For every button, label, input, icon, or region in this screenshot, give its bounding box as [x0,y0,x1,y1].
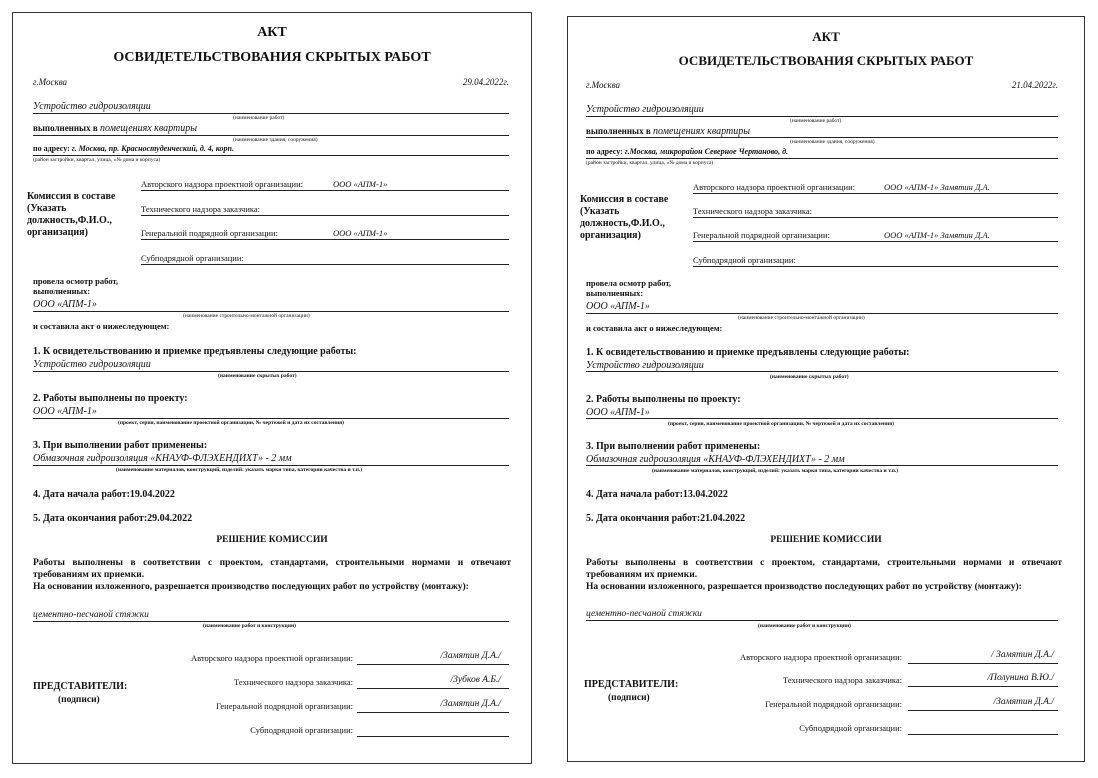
tech-supervision-label: Технического надзора заказчика: [141,204,261,214]
section-1-label: 1. К освидетельствованию и приемке предъявлены следующие работы: [586,347,910,358]
compiled-label: и составила акт о нижеследующем: [33,321,170,331]
decision-text-2: На основании изложенного, разрешается производство последующих работ по устройству (монтажу): [33,582,469,592]
section-5-end-date: 5. Дата окончания работ:29.04.2022 [33,513,193,524]
representatives-label: ПРЕДСТАВИТЕЛИ: [33,681,128,692]
section-4-start-date: 4. Дата начала работ:19.04.2022 [33,489,175,500]
general-contractor-label: Генеральной подрядной организации: [693,230,830,240]
tech-supervision-label: Технического надзора заказчика: [693,206,813,216]
section-3-value: Обмазочная гидроизоляция «КНАУФ-ФЛЭХЕНДИХТ» - 2 мм [586,454,845,465]
doc-subtitle: ОСВИДЕТЕЛЬСТВОВАНИЯ СКРЫТЫХ РАБОТ [678,53,974,68]
address: по адресу: г.Москва, микрорайон Северное Чертаново, д. [586,147,789,156]
sig-general-label: Генеральной подрядной организации: [765,699,902,709]
sig-general-label: Генеральной подрядной организации: [216,701,353,711]
act-document-right [567,16,1085,762]
contractor-caption: (наименование строительно-монтажной организации) [738,315,865,321]
general-contractor-value: ООО «АПМ-1» Замятин Д.А. [884,230,990,240]
section-2-label: 2. Работы выполнены по проекту: [586,394,741,405]
inspected-value: ООО «АПМ-1» [586,301,650,312]
inspected-label: провела осмотр работ, выполненных: [586,278,672,298]
author-supervision-value: ООО «АПМ-1» Замятин Д.А. [884,182,990,192]
section-5-end-date: 5. Дата окончания работ:21.04.2022 [586,513,746,524]
subcontractor-label: Субподрядной организации: [141,253,244,263]
next-work-caption: (наименование работ и конструкции) [758,623,852,629]
decision-title: РЕШЕНИЕ КОМИССИИ [216,535,328,545]
section-3-caption: (наименование материалов, конструкций, изделий: указать марки типа, категории качества и т.п.) [652,468,899,474]
work-name: Устройство гидроизоляции [33,101,151,112]
decision-text-1: Работы выполнены в соответствии с проектом, стандартами, строительными нормами и отвечают требованиям их приемки. [586,558,1062,580]
next-work-value: цементно-песчаной стяжки [33,610,149,620]
commission-label: Комиссия в составе (Указать должность,Ф.И.О., организация) [580,194,669,241]
section-3-label: 3. При выполнении работ применены: [33,440,208,451]
author-supervision-label: Авторского надзора проектной организации: [141,179,303,189]
inspected-value: ООО «АПМ-1» [33,299,97,310]
decision-text-2: На основании изложенного, разрешается производство последующих работ по устройству (монтажу): [586,582,1022,592]
city: г.Москва [586,80,621,90]
section-2-value: ООО «АПМ-1» [586,407,650,418]
general-contractor-value: ООО «АПМ-1» [333,228,388,238]
next-work-value: цементно-песчаной стяжки [586,609,702,619]
section-1-caption: (наименование скрытых работ) [770,374,849,380]
subcontractor-label: Субподрядной организации: [693,255,796,265]
work-caption: (наименование работ) [790,118,842,124]
sig-tech-label: Технического надзора заказчика: [233,677,353,687]
section-2-caption: (проект, серия, наименование проектной организации, № чертежей и дата их составления) [118,420,344,426]
section-1-value: Устройство гидроизоляции [586,360,704,371]
general-contractor-label: Генеральной подрядной организации: [141,228,278,238]
author-supervision-label: Авторского надзора проектной организации: [693,182,855,192]
sig-general-value: /Замятин Д.А./ [440,699,501,709]
building-caption: (наименование здания, сооружения) [233,137,318,143]
act-document-left [12,12,532,764]
doc-title: АКТ [257,25,287,40]
compiled-label: и составила акт о нижеследующем: [586,323,723,333]
section-3-value: Обмазочная гидроизоляция «КНАУФ-ФЛЭХЕНДИХТ» - 2 мм [33,453,292,464]
author-supervision-value: ООО «АПМ-1» [333,179,388,189]
section-3-caption: (наименование материалов, конструкций, изделий: указать марки типа, категории качества и т.п.) [116,467,363,473]
performed-in: выполненных в помещениях квартиры [586,126,750,137]
section-1-caption: (наименование скрытых работ) [218,373,297,379]
inspected-label: провела осмотр работ, выполненных: [33,276,119,296]
performed-in: выполненных в помещениях квартиры [33,123,197,134]
sig-author-label: Авторского надзора проектной организации: [740,652,902,662]
address-caption: (район застройки, квартал, улица, «№ дома и корпуса) [586,160,714,166]
section-1-value: Устройство гидроизоляции [33,359,151,370]
section-2-label: 2. Работы выполнены по проекту: [33,393,188,404]
act-date: 21.04.2022г. [1011,80,1058,90]
decision-text-1: Работы выполнены в соответствии с проектом, стандартами, строительными нормами и отвечают требованиям их приемки. [33,558,511,580]
decision-title: РЕШЕНИЕ КОМИССИИ [770,535,882,545]
section-1-label: 1. К освидетельствованию и приемке предъявлены следующие работы: [33,346,357,357]
building-caption: (наименование здания, сооружения) [790,139,875,145]
work-caption: (наименование работ) [233,115,285,121]
sig-author-value: / Замятин Д.А./ [991,650,1054,660]
sig-author-label: Авторского надзора проектной организации: [191,653,353,663]
sig-tech-value: /Полунина В.Ю./ [987,673,1054,683]
address-caption: (район застройки, квартал, улица, «№ дома и корпуса) [33,157,161,163]
next-work-caption: (наименование работ и конструкции) [203,623,297,629]
doc-subtitle: ОСВИДЕТЕЛЬСТВОВАНИЯ СКРЫТЫХ РАБОТ [113,50,431,65]
work-name: Устройство гидроизоляции [586,104,704,115]
signatures-label: (подписи) [608,693,650,703]
sig-tech-value: /Зубков А.Б./ [450,675,501,685]
address: по адресу: г. Москва, пр. Красностуденческий, д. 4, корп. [33,144,234,153]
section-2-caption: (проект, серия, наименование проектной организации, № чертежей и дата их составления) [668,421,894,427]
sig-author-value: /Замятин Д.А./ [440,651,501,661]
city: г.Москва [33,77,68,87]
section-4-start-date: 4. Дата начала работ:13.04.2022 [586,489,728,500]
doc-title: АКТ [812,29,840,44]
representatives-label: ПРЕДСТАВИТЕЛИ: [584,679,679,690]
sig-tech-label: Технического надзора заказчика: [782,675,902,685]
section-2-value: ООО «АПМ-1» [33,406,97,417]
sig-subcontractor-label: Субподрядной организации: [250,725,353,735]
section-3-label: 3. При выполнении работ применены: [586,441,761,452]
contractor-caption: (наименование строительно-монтажной организации) [183,313,310,319]
commission-label: Комиссия в составе (Указать должность,Ф.И.О., организация) [27,191,116,238]
sig-general-value: /Замятин Д.А./ [993,697,1054,707]
sig-subcontractor-label: Субподрядной организации: [799,723,902,733]
act-date: 29.04.2022г. [462,77,509,87]
signatures-label: (подписи) [58,695,100,705]
